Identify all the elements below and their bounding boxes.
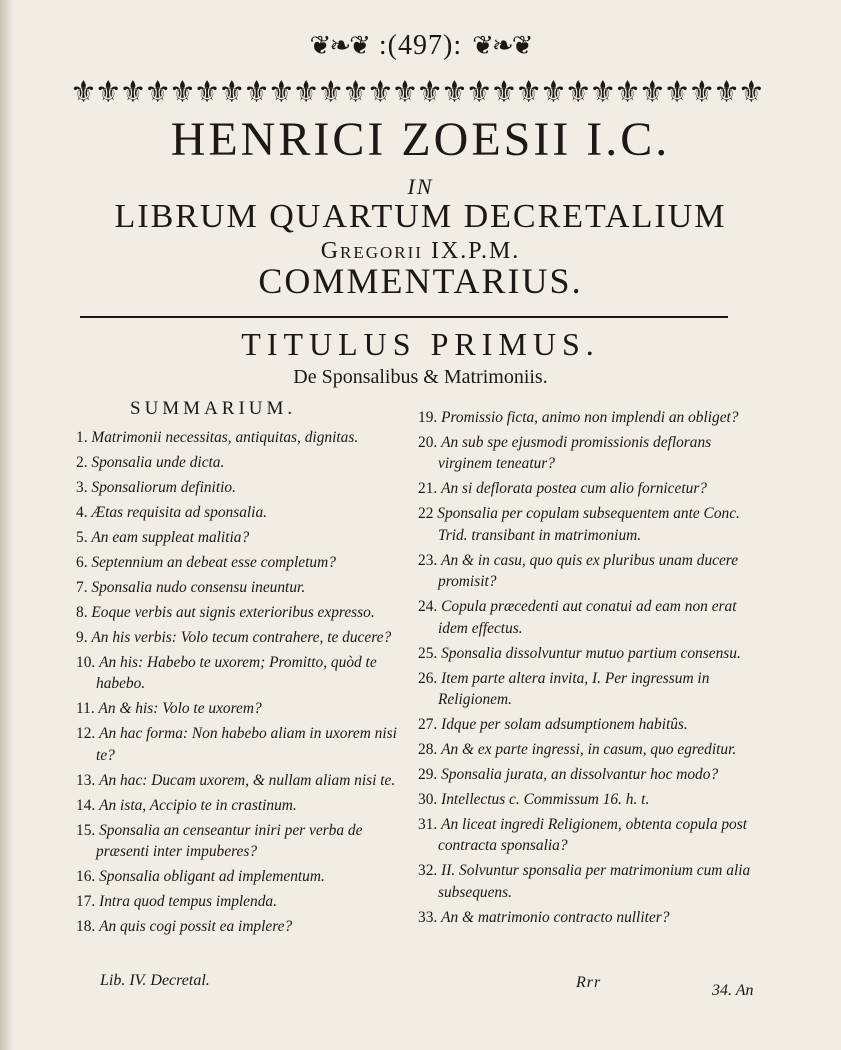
title-rule: [80, 316, 728, 318]
summary-item: 27. Idque per solam adsumptionem habitûs.: [418, 716, 688, 734]
summary-item: 7. Sponsalia nudo consensu ineuntur.: [76, 579, 306, 596]
summary-item: 9. An his verbis: Volo tecum contrahere, te ducere?: [76, 629, 392, 646]
title-in: IN: [407, 174, 434, 199]
catchword: 34. An: [712, 982, 754, 999]
summary-item: 33. An & matrimonio contracto nulliter?: [418, 908, 670, 926]
section-title: TITULUS PRIMUS.: [241, 326, 600, 362]
summarium-heading: SUMMARIUM.: [130, 398, 297, 419]
summary-item: 18. An quis cogi possit ea implere?: [76, 918, 293, 936]
summary-item: 12. An hac forma: Non habebo aliam in uxorem nisi te?: [76, 725, 397, 764]
summary-item: 28. An & ex parte ingressi, in casum, quo egreditur.: [418, 741, 737, 759]
summary-item: 4. Ætas requisita ad sponsalia.: [76, 504, 267, 521]
summary-item: 5. An eam suppleat malitia?: [76, 529, 250, 546]
summary-item: 20. An sub spe ejusmodi promissionis deflorans virginem teneatur?: [418, 434, 712, 473]
summary-item: 29. Sponsalia jurata, an dissolvantur hoc modo?: [418, 766, 719, 784]
summary-item: 21. An si deflorata postea cum alio fornicetur?: [418, 480, 708, 498]
work-subtitle: Gregorii IX.P.M.: [320, 238, 521, 264]
work-genre: COMMENTARIUS.: [258, 261, 583, 301]
page-header: [0, 30, 841, 62]
summary-item: 6. Septennium an debeat esse completum?: [76, 554, 336, 571]
summary-item: 15. Sponsalia an censeantur iniri per verba de præsenti inter impuberes?: [76, 821, 363, 861]
summary-item: 22 Sponsalia per copulam subsequentem ante Conc. Trid. transibant in matrimonium.: [418, 505, 740, 544]
signature-mark: Rrr: [576, 974, 602, 991]
summary-column-right: [418, 407, 766, 932]
fleuron-border-icon: ⚜ ⚜ ⚜ ⚜ ⚜ ⚜ ⚜ ⚜ ⚜ ⚜ ⚜ ⚜ ⚜ ⚜ ⚜ ⚜ ⚜ ⚜ ⚜ ⚜ ⚜ ⚜ ⚜ ⚜ ⚜ ⚜ ⚜ ⚜: [70, 76, 765, 109]
summary-item: 11. An & his: Volo te uxorem?: [76, 700, 262, 718]
author-title: HENRICI ZOESII I.C.: [170, 113, 671, 166]
ornament-left-icon: ❦❧❦: [309, 31, 369, 60]
summary-item: 19. Promissio ficta, animo non implendi an obliget?: [418, 409, 739, 426]
summary-item: 31. An liceat ingredi Religionem, obtenta copula post contracta sponsalia?: [418, 816, 748, 855]
page-number: :(497):: [378, 30, 463, 61]
summary-item: 13. An hac: Ducam uxorem, & nullam aliam nisi te.: [76, 771, 396, 789]
summary-item: 17. Intra quod tempus implenda.: [76, 893, 277, 911]
summary-item: 30. Intellectus c. Commissum 16. h. t.: [418, 791, 650, 809]
summary-item: 14. An ista, Accipio te in crastinum.: [76, 796, 297, 814]
summary-item: 25. Sponsalia dissolvuntur mutuo partium consensu.: [418, 644, 741, 662]
summary-item: 23. An & in casu, quo quis ex pluribus unam ducere promisit?: [418, 551, 739, 591]
summary-item: 26. Item parte altera invita, I. Per ingressum in Religionem.: [418, 669, 710, 709]
summary-item: 10. An his: Habebo te uxorem; Promitto, quòd te habebo.: [76, 654, 377, 693]
summary-item: 3. Sponsaliorum definitio.: [76, 479, 236, 496]
section-subtitle: De Sponsalibus & Matrimoniis.: [293, 366, 548, 388]
summary-item: 8. Eoque verbis aut signis exterioribus expresso.: [76, 604, 375, 621]
summary-item: 16. Sponsalia obligant ad implementum.: [76, 868, 325, 886]
ornament-right-icon: ❦❧❦: [472, 31, 532, 60]
summary-item: 1. Matrimonii necessitas, antiquitas, dignitas.: [76, 429, 359, 446]
work-title: LIBRUM QUARTUM DECRETALIUM: [114, 198, 727, 235]
summary-item: 32. II. Solvuntur sponsalia per matrimonium cum alia subsequens.: [418, 862, 751, 901]
running-footer: Lib. IV. Decretal.: [100, 972, 210, 989]
summary-item: 2. Sponsalia unde dicta.: [76, 454, 225, 471]
summary-item: 24. Copula præcedenti aut conatui ad eam non erat idem effectus.: [418, 598, 737, 637]
summary-column-left: [76, 427, 414, 941]
